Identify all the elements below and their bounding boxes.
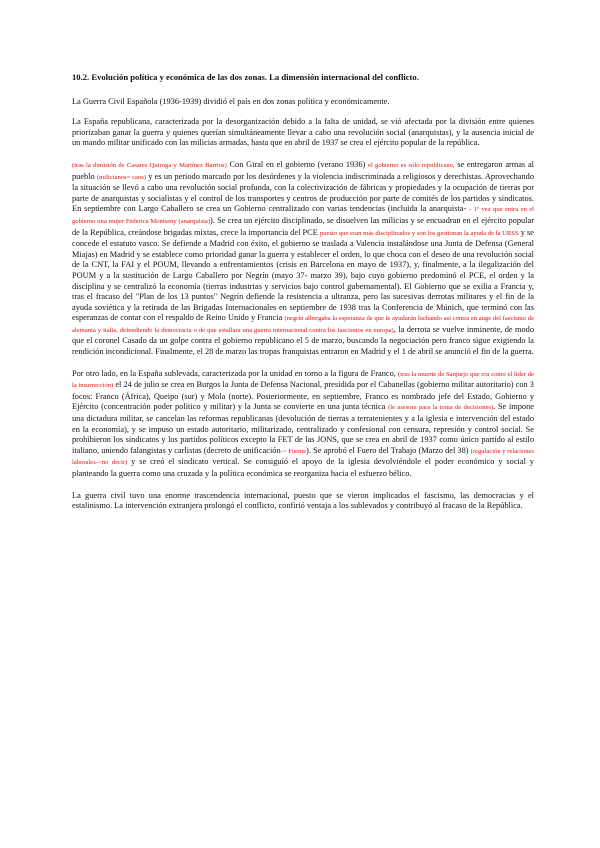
body-text: se entregaron armas al pueblo — [72, 159, 534, 181]
body-text: . Se impone una dictadura militar, se cancelan las reformas republicanas (devolución de tierras a terratenientes y a la iglesia e intervención del estado en la economía), y se impuso un estado autoritario, militarizado, centralizado y confesional con censura, represión y control social. Se prohibieron los sindicatos y los partidos políticos excepto la FET de las JONS, que se crea en abril de 1937 como único partido al estilo italiano, uniendo falangistas y carlistas (decreto de unificación — [72, 402, 534, 455]
annotation: (le asesora para la toma de decisiones) — [388, 404, 494, 412]
body-text: Por otro lado, en la España sublevada, caracterizada por la unidad en torno a la figura de Franco, — [72, 368, 399, 378]
annotation: (tras la dimisión de Casares Quiroga y Martínez Barrios) — [72, 161, 227, 169]
republic-evolution-paragraph — [72, 160, 534, 358]
conclusion-paragraph: La guerra civil tuvo una enorme trascendencia internacional, puesto que se vieron implicados el fascismo, las democracias y el estalinismo. La intervención extranjera prolongó el conflicto, confirió ventaja a los sublevados y contribuyó al fracaso de la República. — [72, 490, 534, 511]
body-text: y es un periodo marcado por los desórdenes y la violencia indiscriminada a religiosos y derechistas. Aprovechando la situación se llevó a cabo una revolución social profunda, con la colectivización de fábricas y propiedades y la ocupación de tierras por parte de anarquistas y socialistas y el control de los transportes y centros de producción por parte de comités de los partidos y sindicatos. En septiembre con Largo Caballero se crea un Gobierno centralizado con varias tendencias (incluida la anarquista- — [72, 171, 534, 214]
body-text: ). Se crea un ejército disciplinado, se disuelven las milicias y se encuadran en el ejército popular de la República, creándose brigadas mixtas, crece la importancia del PCE — [72, 215, 534, 237]
body-text: , la derrota se vuelve inminente, de modo que el coronel Casado da un golpe contra el gobierno republicano el 5 de marzo, buscando la negociación pero franco sigue exigiendo la rendición incondicional. Finalmente, el 28 de marzo las tropas franquistas entraron en Madrid y el 1 de abril se anunció el fin de la guerra. — [72, 324, 534, 357]
body-text: y se creó el sindicato vertical. Se consiguió el apoyo de la iglesia devolviéndole el poder económico y social y planteando la guerra como una cruzada y la política económica se reorganiza hacia el esfuerzo bélico. — [72, 457, 534, 478]
rebel-zone-paragraph — [72, 369, 534, 480]
annotation: (negrín albergaba la esperanza de que le ayudarán luchando así contra en auge del fascismo de alemania y italia, defendiendo la democracia o de que estallara una guerra internacional contra los fascismos en europa) — [72, 315, 534, 334]
body-text: ). Se aprobó el Fuero del Trabajo (Marzo del 38) — [306, 445, 471, 455]
section-title: 10.2. Evolución política y económica de las dos zonas. La dimensión internacional del conflicto. — [72, 72, 419, 82]
document-page — [72, 72, 534, 523]
republic-intro-paragraph: La España republicana, caracterizada por la desorganización debido a la falta de unidad, se vió afectada por la división entre quienes priorizaban ganar la guerra y quienes querían simultáneamente llevar a cabo una revolución social (anarquistas), y la ausencia inicial de un mando militar unificado con las milicias armadas, hasta que en abril de 1937 se crea el ejército popular de la república. — [72, 117, 534, 148]
intro-paragraph: La Guerra Civil Española (1936-1939) dividió el país en dos zonas política y económicamente. — [72, 96, 390, 106]
annotation: (regulación y relaciones laborales->no decir) — [72, 447, 534, 467]
annotation: el gobierno es sólo republicano, — [368, 161, 455, 169]
annotation: -> Fuente — [280, 447, 307, 455]
body-text: y se concede el estatuto vasco. Se defiende a Madrid con éxito, el gobierno se traslada a Valencia instalándose una Junta de Defensa (General Miajas) en Madrid y se establece como prioridad ganar la guerra y establecer el orden, lo que choca con el deseo de una revolución social de la CNT, la FAI y el POUM, llevando a enfrentamientos (crisis en Barcelona en mayo de 1937), y, finalmente, a la ilegalización del POUM y a la sustitución de Largo Caballero por Negrín (mayo 37- marzo 39), bajo cuyo gobierno predominó el PCE, el orden y la disciplina y se centralizó la economía (tierras industrias y servicios bajo control gubernamental). El Gobierno que se exilia a Francia y, tras el fracaso del "Plan de los 13 puntos" Negrín defiende la resistencia a ultranza, pero las sucesivas derrotas militares y el fin de la ayuda soviética y la retirada de las Brigadas Internacionales en septiembre de 1938 tras la Conferencia de Múnich, que terminó con las esperanzas de contar con el respaldo de Reino Unido y Francia — [72, 227, 535, 323]
annotation: (milicianos= caos) — [96, 173, 147, 181]
annotation: puesto que eran más disciplinados y son los gestionan la ayuda de la URSS — [319, 229, 519, 237]
annotation: (tras la muerte de Sanjurjo que era como el líder de la insurrección) — [72, 370, 534, 390]
body-text: el 24 de julio se crea en Burgos la Junta de Defensa Nacional, presidida por el Cabanellas (gobierno militar autoritario) con 3 focos: Franco (África), Queipo (sur) y Mola (norte). Posteriormente, en septiembre, Franco es nombrado jefe del Estado, Gobierno y Ejército (concentración poder político y militar) y la Junta se convierte en una junta técnica — [72, 380, 534, 412]
annotation: - 1º vez que entra en el gobierno una mujer Federica Montseny (anarquista) — [72, 206, 534, 225]
body-text: Con Giral en el gobierno (verano 1936) — [226, 159, 369, 169]
